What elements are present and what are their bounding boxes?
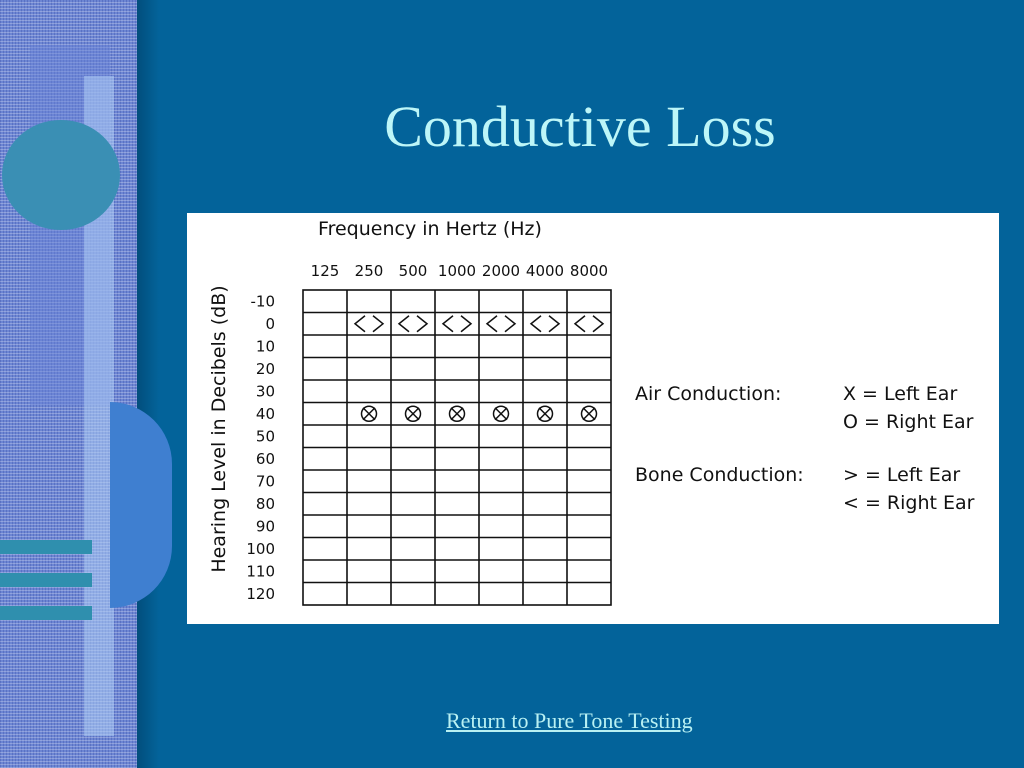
bone-right-ear-mark [531, 316, 541, 332]
y-tick-label: 90 [255, 517, 275, 536]
y-tick-label: 120 [246, 584, 275, 603]
y-tick-label: 10 [255, 337, 275, 356]
x-tick-label: 4000 [525, 262, 565, 280]
bone-left-ear-mark [593, 316, 603, 332]
y-tick-label: 80 [255, 494, 275, 513]
x-tick-label: 125 [310, 262, 340, 280]
bone-left-ear-mark [373, 316, 383, 332]
legend-entry: > = Left Ear [843, 464, 961, 486]
bone-left-ear-mark [549, 316, 559, 332]
air-left-ear-mark [451, 408, 463, 420]
y-tick-label: 50 [255, 427, 275, 446]
y-tick-label: 0 [265, 314, 275, 333]
y-tick-label: 100 [246, 539, 275, 558]
bone-right-ear-mark [487, 316, 497, 332]
decorative-stripe [0, 606, 92, 620]
bone-right-ear-mark [575, 316, 585, 332]
y-tick-label: 40 [255, 404, 275, 423]
return-to-pure-tone-testing-link[interactable]: Return to Pure Tone Testing [446, 708, 693, 733]
decorative-sidebar [0, 0, 137, 768]
chart-title: Frequency in Hertz (Hz) [318, 218, 542, 240]
decorative-half-circle [110, 402, 172, 608]
audiogram-chart [187, 213, 999, 624]
y-tick-label: 20 [255, 359, 275, 378]
legend-entry: X = Left Ear [843, 383, 958, 405]
x-tick-label: 8000 [569, 262, 609, 280]
x-tick-label: 2000 [481, 262, 521, 280]
y-tick-label: 60 [255, 449, 275, 468]
bone-right-ear-mark [399, 316, 409, 332]
decorative-stripe [0, 540, 92, 554]
slide-title: Conductive Loss [384, 94, 776, 159]
bone-left-ear-mark [505, 316, 515, 332]
y-tick-label: 30 [255, 382, 275, 401]
sidebar-shadow [137, 0, 159, 768]
legend-group-label: Air Conduction: [635, 383, 782, 405]
y-tick-label: -10 [250, 292, 275, 311]
decorative-circle [2, 120, 120, 230]
bone-left-ear-mark [461, 316, 471, 332]
bone-right-ear-mark [443, 316, 453, 332]
y-tick-label: 70 [255, 472, 275, 491]
y-tick-label: 110 [246, 562, 275, 581]
bone-right-ear-mark [355, 316, 365, 332]
bone-left-ear-mark [417, 316, 427, 332]
decorative-stripe [0, 573, 92, 587]
legend-entry: < = Right Ear [843, 492, 975, 514]
air-left-ear-mark [495, 408, 507, 420]
x-tick-label: 500 [398, 262, 428, 280]
air-left-ear-mark [363, 408, 375, 420]
y-axis-label: Hearing Level in Decibels (dB) [208, 285, 230, 573]
legend-entry: O = Right Ear [843, 411, 974, 433]
air-left-ear-mark [407, 408, 419, 420]
legend-group-label: Bone Conduction: [635, 464, 804, 486]
air-left-ear-mark [539, 408, 551, 420]
air-left-ear-mark [583, 408, 595, 420]
x-tick-label: 1000 [437, 262, 477, 280]
x-tick-label: 250 [354, 262, 384, 280]
